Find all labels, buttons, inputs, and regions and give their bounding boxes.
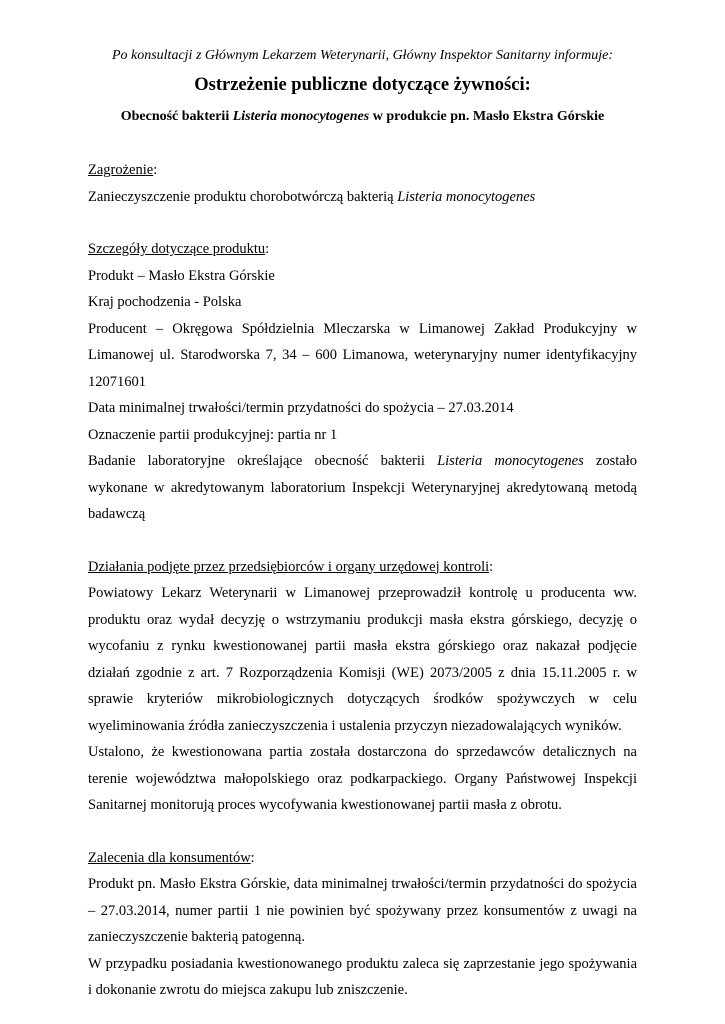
threat-text-part1: Zanieczyszczenie produktu chorobotwórczą bakterią — [88, 188, 398, 205]
threat-heading-colon: : — [153, 162, 158, 178]
intro-line: Po konsultacji z Głównym Lekarzem Weterynarii, Główny Inspektor Sanitarny informuje: — [111, 48, 614, 63]
lab-bacteria-name: Listeria monocytogenes — [437, 453, 584, 469]
threat-section — [88, 157, 637, 210]
recommendations-heading-line — [88, 845, 637, 872]
threat-bacteria-name: Listeria monocytogenes — [397, 188, 536, 205]
product-details-heading-line — [88, 236, 637, 263]
batch-number: Oznaczenie partii produkcyjnej: partia nr 1 — [88, 426, 338, 443]
recommendations-heading-colon: : — [250, 849, 255, 866]
document-title: Ostrzeżenie publiczne dotyczące żywności: — [194, 75, 531, 95]
threat-heading-line — [88, 157, 637, 184]
country-of-origin: Kraj pochodzenia - Polska — [88, 294, 242, 310]
recommendations-paragraph-1: Produkt pn. Masło Ekstra Górskie, data minimalnej trwałości/termin przydatności do spożycia – 27.03.2014, numer partii 1 nie powinien być spożywany przez konsumentów z uwagi na zanieczyszczenie bakterią patogenną. — [88, 876, 637, 945]
best-before-date: Data minimalnej trwałości/termin przydatności do spożycia – 27.03.2014 — [88, 400, 514, 416]
threat-heading: Zagrożenie — [88, 162, 154, 178]
actions-paragraph-2: Ustalono, że kwestionowana partia została dostarczona do sprzedawców detalicznych na terenie województwa małopolskiego oraz podkarpackiego. Organy Państwowej Inspekcji Sanitarnej monitorują proces wycofywania kwestionowanej partii masła z obrotu. — [88, 744, 637, 813]
actions-paragraph-1: Powiatowy Lekarz Weterynarii w Limanowej przeprowadził kontrolę u producenta ww. produktu oraz wydał decyzję o wstrzymaniu produkcji masła ekstra górskiego, decyzję o wycofaniu z rynku kwestionowanej partii masła ekstra górskiego oraz nakazał podjęcie działań zgodnie z art. 7 Rozporządzenia Komisji (WE) 2073/2005 z dnia 15.11.2005 r. w sprawie kryteriów mikrobiologicznych dotyczących środków spożywczych w celu wyeliminowania źródła zanieczyszczenia i ustalenia przyczyn niezadowalających wyników. — [88, 585, 637, 734]
product-details-heading-colon: : — [265, 241, 270, 257]
producer-info: Producent – Okręgowa Spółdzielnia Mleczarska w Limanowej Zakład Produkcyjny w Limanowej ul. Starodworska 7, 34 – 600 Limanowa, weterynaryjny numer identyfikacyjny 12071601 — [88, 320, 637, 390]
product-name: Produkt – Masło Ekstra Górskie — [88, 267, 275, 284]
actions-heading-line — [88, 554, 637, 581]
recommendations-section — [88, 845, 637, 1004]
actions-heading-colon: : — [489, 558, 494, 575]
lab-test-info — [88, 448, 637, 528]
lab-part1: Badanie laboratoryjne określające obecność bakterii — [88, 453, 438, 469]
actions-heading: Działania podjęte przez przedsiębiorców i organy urzędowej kontroli — [88, 558, 490, 575]
recommendations-paragraph-2: W przypadku posiadania kwestionowanego produktu zaleca się zaprzestanie jego spożywania i dokonanie zwrotu do miejsca zakupu lub zniszczenie. — [88, 955, 637, 998]
lab-part2: zostało wykonane w akredytowanym laboratorium Inspekcji Weterynaryjnej akredytowaną metodą badawczą — [88, 453, 637, 522]
product-details-heading: Szczegóły dotyczące produktu — [88, 241, 266, 257]
threat-text — [88, 184, 637, 211]
subtitle-part2: w produkcie pn. Masło Ekstra Górskie — [369, 109, 605, 124]
subtitle-part1: Obecność bakterii — [120, 109, 233, 124]
subtitle-bacteria-name: Listeria monocytogenes — [232, 109, 370, 124]
recommendations-heading: Zalecenia dla konsumentów — [88, 849, 251, 866]
actions-section — [88, 554, 637, 819]
product-details-section — [88, 236, 637, 528]
document-subtitle — [88, 107, 637, 127]
